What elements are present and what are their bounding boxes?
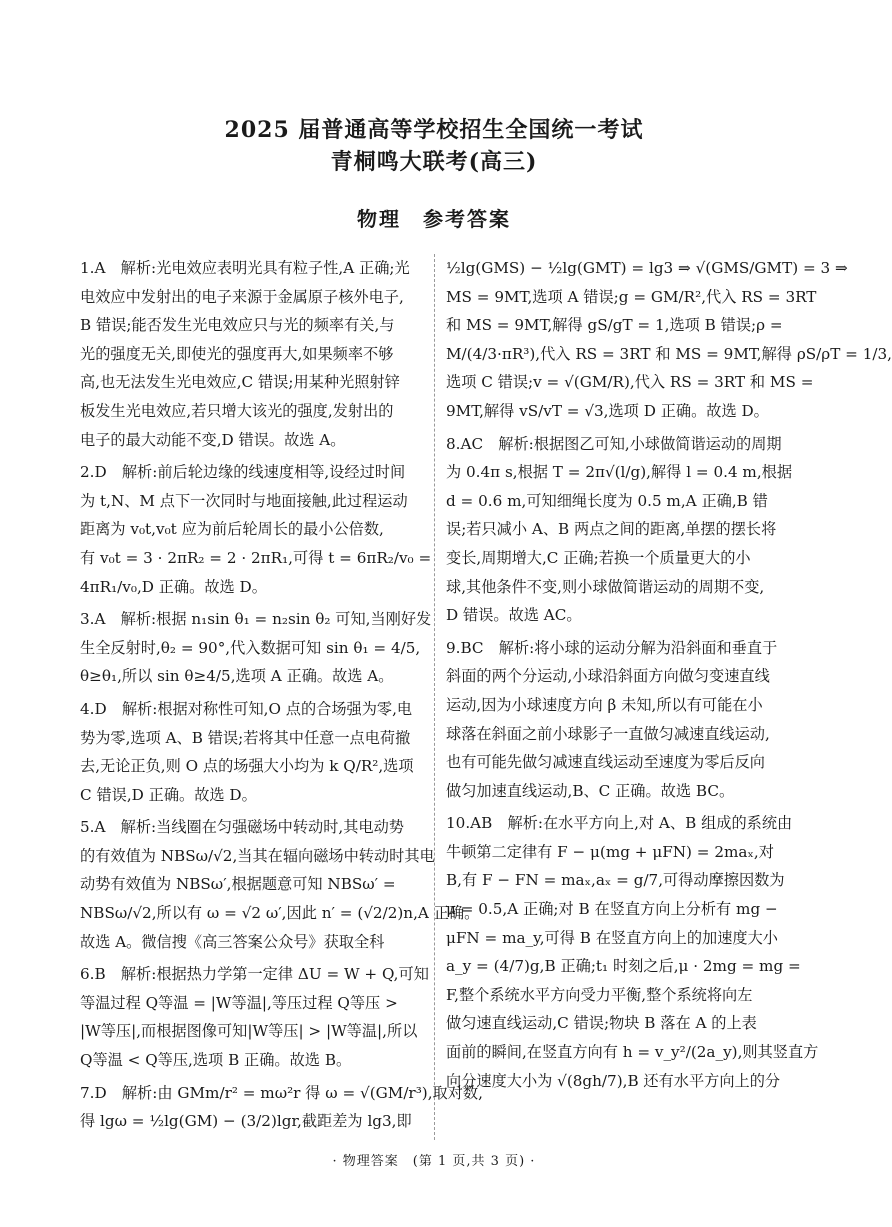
- answer-line: C 错误,D 正确。故选 D。: [80, 785, 257, 804]
- answer-line: ½lg(GMS) − ½lg(GMT) = lg3 ⇒ √(GMS/GMT) = 3 ⇒: [446, 259, 848, 277]
- exam-subtitle: 青桐鸣大联考(高三): [330, 149, 538, 175]
- answer-line: M/(4/3·πR³),代入 RS = 3RT 和 MS = 9MT,解得 ρS/ρT = 1/3,: [446, 344, 892, 363]
- answer-line: 为 0.4π s,根据 T = 2π√(l/g),解得 l = 0.4 m,根据: [446, 463, 793, 482]
- answer-line: 去,无论正负,则 O 点的场强大小均为 k Q/R²,选项: [80, 757, 414, 776]
- answer-line: 误;若只减小 A、B 两点之间的距离,单摆的摆长将: [446, 520, 777, 539]
- answer-line: 生全反射时,θ₂ = 90°,代入数据可知 sin θ₁ = 4/5,: [80, 638, 421, 657]
- answer-item: [446, 634, 791, 806]
- answer-line: 牛顿第二定律有 F − μ(mg + μFN) = 2maₓ,对: [446, 842, 774, 861]
- answer-line: 2.D 解析:前后轮边缘的线速度相等,设经过时间: [80, 463, 406, 482]
- answer-line: 电子的最大动能不变,D 错误。故选 A。: [80, 430, 346, 449]
- answer-line: 有 v₀t = 3 · 2πR₂ = 2 · 2πR₁,可得 t = 6πR₂/v₀ =: [80, 548, 432, 567]
- right-column: [446, 254, 892, 1099]
- answer-line: 动势有效值为 NBSω′,根据题意可知 NBSω′ =: [80, 875, 396, 894]
- section-title: 物理 参考答案: [357, 207, 511, 231]
- answer-item: [80, 813, 480, 956]
- answer-line: 1.A 解析:光电效应表明光具有粒子性,A 正确;光: [80, 259, 410, 277]
- answer-line: 球,其他条件不变,则小球做简谐运动的周期不变,: [446, 577, 765, 596]
- answer-line: 运动,因为小球速度方向 β 未知,所以有可能在小: [446, 695, 763, 714]
- answer-item: [80, 960, 429, 1074]
- answer-line: B 错误;能否发生光电效应只与光的频率有关,与: [80, 316, 395, 335]
- answer-item: [80, 1079, 483, 1136]
- answer-line: 光的强度无关,即使光的强度再大,如果频率不够: [80, 344, 394, 363]
- answer-line: 得 lgω = ½lg(GM) − (3/2)lgr,截距差为 lg3,即: [80, 1112, 412, 1131]
- answer-line: μ = 0.5,A 正确;对 B 在竖直方向上分析有 mg −: [446, 900, 778, 919]
- answer-line: d = 0.6 m,可知细绳长度为 0.5 m,A 正确,B 错: [446, 491, 768, 510]
- page-footer: · 物理答案 (第 1 页,共 3 页) ·: [332, 1154, 536, 1169]
- answer-line: D 错误。故选 AC。: [446, 606, 582, 625]
- answer-line: 4πR₁/v₀,D 正确。故选 D。: [80, 577, 267, 596]
- answer-item: [446, 254, 892, 426]
- answer-line: 5.A 解析:当线圈在匀强磁场中转动时,其电动势: [80, 818, 404, 837]
- answer-line: 6.B 解析:根据热力学第一定律 ΔU = W + Q,可知: [80, 965, 429, 984]
- answer-line: |W等压|,而根据图像可知|W等压| > |W等温|,所以: [80, 1022, 418, 1041]
- answer-line: 为 t,N、M 点下一次同时与地面接触,此过程运动: [80, 491, 408, 510]
- answer-line: 9.BC 解析:将小球的运动分解为沿斜面和垂直于: [446, 638, 778, 657]
- answer-line: 3.A 解析:根据 n₁sin θ₁ = n₂sin θ₂ 可知,当刚好发: [80, 610, 432, 629]
- answer-item: [80, 695, 425, 809]
- answer-line: 电效应中发射出的电子来源于金属原子核外电子,: [80, 287, 404, 306]
- answer-line: 也有可能先做匀减速直线运动至速度为零后反向: [446, 753, 765, 772]
- answer-line: 等温过程 Q等温 = |W等温|,等压过程 Q等压 >: [80, 993, 398, 1012]
- answer-line: 变长,周期增大,C 正确;若换一个质量更大的小: [446, 548, 751, 567]
- answer-line: B,有 F − FN = maₓ,aₓ = g/7,可得动摩擦因数为: [446, 871, 785, 890]
- answer-item: [80, 254, 425, 454]
- answer-line: 高,也无法发生光电效应,C 错误;用某种光照射锌: [80, 373, 400, 392]
- answer-line: 斜面的两个分运动,小球沿斜面方向做匀变速直线: [446, 667, 770, 686]
- answer-line: a_y = (4/7)g,B 正确;t₁ 时刻之后,μ · 2mg = mg =: [446, 957, 801, 976]
- answer-line: 的有效值为 NBSω/√2,当其在辐向磁场中转动时其电: [80, 846, 435, 865]
- answer-item: [446, 430, 791, 630]
- answer-line: 做匀加速直线运动,B、C 正确。故选 BC。: [446, 781, 735, 800]
- answer-line: 面前的瞬间,在竖直方向有 h = v_y²/(2a_y),则其竖直方: [446, 1043, 819, 1062]
- left-column: [80, 254, 483, 1140]
- answer-line: NBSω/√2,所以有 ω = √2 ω′,因此 n′ = (√2/2)n,A 正确。: [80, 904, 480, 923]
- answer-line: 10.AB 解析:在水平方向上,对 A、B 组成的系统由: [446, 814, 793, 833]
- answer-line: 故选 A。微信搜《高三答案公众号》获取全科: [80, 932, 385, 951]
- answer-item: [446, 809, 819, 1095]
- answer-line: F,整个系统水平方向受力平衡,整个系统将向左: [446, 985, 753, 1004]
- column-divider: [434, 254, 435, 1140]
- answer-line: 做匀速直线运动,C 错误;物块 B 落在 A 的上表: [446, 1014, 757, 1033]
- answer-line: 板发生光电效应,若只增大该光的强度,发射出的: [80, 401, 394, 420]
- answer-line: 9MT,解得 vS/vT = √3,选项 D 正确。故选 D。: [446, 401, 769, 420]
- answer-line: 距离为 v₀t,v₀t 应为前后轮周长的最小公倍数,: [80, 520, 384, 539]
- answer-line: μFN = ma_y,可得 B 在竖直方向上的加速度大小: [446, 928, 778, 947]
- answer-line: 选项 C 错误;v = √(GM/R),代入 RS = 3RT 和 MS =: [446, 373, 814, 392]
- answer-line: 8.AC 解析:根据图乙可知,小球做简谐运动的周期: [446, 434, 782, 453]
- answer-line: MS = 9MT,选项 A 错误;g = GM/R²,代入 RS = 3RT: [446, 287, 817, 306]
- answer-line: Q等温 < Q等压,选项 B 正确。故选 B。: [80, 1051, 352, 1070]
- answer-line: θ≥θ₁,所以 sin θ≥4/5,选项 A 正确。故选 A。: [80, 667, 394, 686]
- answer-line: 势为零,选项 A、B 错误;若将其中任意一点电荷撤: [80, 728, 411, 747]
- answer-line: 球落在斜面之前小球影子一直做匀减速直线运动,: [446, 724, 770, 743]
- answer-item: [80, 605, 432, 691]
- answer-line: 4.D 解析:根据对称性可知,O 点的合场强为零,电: [80, 699, 413, 718]
- answer-line: 向分速度大小为 √(8gh/7),B 还有水平方向上的分: [446, 1071, 781, 1090]
- exam-title: 2025 届普通高等学校招生全国统一考试: [224, 117, 644, 143]
- answer-line: 7.D 解析:由 GMm/r² = mω²r 得 ω = √(GM/r³),取对数,: [80, 1083, 483, 1102]
- answer-item: [80, 458, 432, 601]
- answer-line: 和 MS = 9MT,解得 gS/gT = 1,选项 B 错误;ρ =: [446, 316, 783, 335]
